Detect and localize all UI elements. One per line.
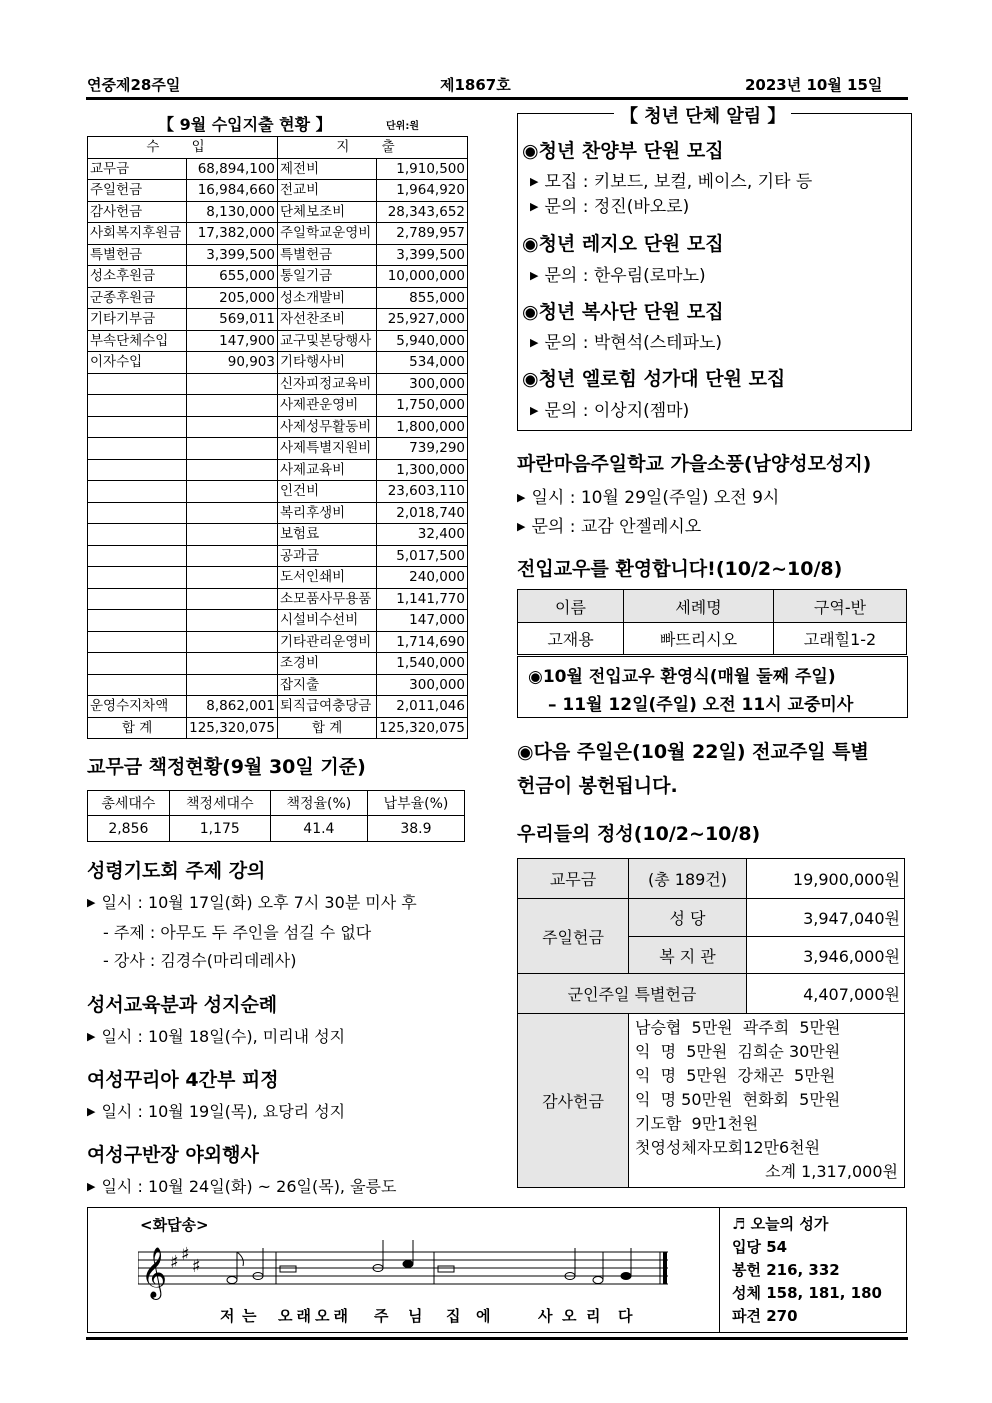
expense-item: 교구및본당행사 bbox=[278, 330, 377, 352]
hymn-communion: 성체 158, 181, 180 bbox=[732, 1284, 882, 1302]
offering-dues-label: 교무금 bbox=[518, 859, 629, 899]
income-amount: 16,984,660 bbox=[187, 180, 278, 202]
outing-date: 일시 : 10월 24일(화) ~ 26일(목), 울릉도 bbox=[101, 1177, 397, 1196]
youth-legio-contact: 문의 : 한우림(로마노) bbox=[544, 266, 706, 286]
expense-item: 신자피정교육비 bbox=[278, 373, 377, 395]
welcome-district: 고래힐1-2 bbox=[774, 623, 907, 655]
offering-church-row bbox=[518, 899, 905, 937]
hymn-offertory: 봉헌 216, 332 bbox=[732, 1261, 840, 1279]
welcome-row bbox=[518, 623, 907, 655]
sharp-icon: ♯ bbox=[192, 1256, 201, 1277]
finance-title: 【 9월 수입지출 현황 】 bbox=[158, 115, 332, 134]
expense-item: 단체보조비 bbox=[278, 201, 377, 223]
offering-church-amount: 3,947,040원 bbox=[747, 899, 905, 937]
finance-row bbox=[88, 567, 468, 589]
expense-amount: 2,011,046 bbox=[377, 696, 468, 718]
expense-amount: 1,540,000 bbox=[377, 653, 468, 675]
expense-amount: 1,714,690 bbox=[377, 631, 468, 653]
youth-elohim-title: ◉청년 엘로힘 성가대 단원 모집 bbox=[522, 368, 786, 390]
expense-item: 사제관운영비 bbox=[278, 395, 377, 417]
income-item: 감사헌금 bbox=[88, 201, 187, 223]
youth-altar-contact: 문의 : 박현석(스테파노) bbox=[544, 333, 723, 353]
welcome-note-2: – 11월 12일(주일) 오전 11시 교중미사 bbox=[548, 695, 854, 715]
bullet-icon: ▶ bbox=[517, 491, 526, 504]
dues-header: 총세대수 bbox=[88, 791, 170, 816]
expense-item: 사제교육비 bbox=[278, 459, 377, 481]
expense-amount: 240,000 bbox=[377, 567, 468, 589]
thanks-line: 남승협 5만원 곽주희 5만원 bbox=[635, 1018, 841, 1037]
income-item bbox=[88, 674, 187, 696]
expense-amount: 1,910,500 bbox=[377, 158, 468, 180]
income-amount: 90,903 bbox=[187, 352, 278, 374]
lyric-syllable: 저 bbox=[220, 1307, 235, 1325]
income-amount: 655,000 bbox=[187, 266, 278, 288]
youth-choir-line bbox=[530, 167, 812, 192]
offering-dues-count: (총 189건) bbox=[629, 859, 747, 899]
footer-rule bbox=[86, 1337, 908, 1340]
bullet-icon: ▶ bbox=[87, 1105, 96, 1118]
lecture-speaker: - 강사 : 김경수(마리데레사) bbox=[103, 951, 297, 970]
thanks-line: 익 명 5만원 김희순 30만원 bbox=[635, 1042, 841, 1061]
hymn-entrance: 입당 54 bbox=[732, 1238, 788, 1256]
picnic-contact: 문의 : 교감 안젤레시오 bbox=[531, 517, 702, 537]
expense-amount: 1,964,920 bbox=[377, 180, 468, 202]
income-item bbox=[88, 653, 187, 675]
income-item: 이자수입 bbox=[88, 352, 187, 374]
psalm-label: <화답송> bbox=[140, 1216, 209, 1234]
lyric-syllable: 오래오래 bbox=[278, 1307, 352, 1325]
expense-item: 시설비수선비 bbox=[278, 610, 377, 632]
youth-altar-title: ◉청년 복사단 단원 모집 bbox=[522, 301, 724, 323]
expense-item: 인건비 bbox=[278, 481, 377, 503]
income-amount: 68,894,100 bbox=[187, 158, 278, 180]
lyric-syllable: 주 bbox=[374, 1307, 389, 1325]
finance-row bbox=[88, 158, 468, 180]
dues-header: 책정세대수 bbox=[169, 791, 270, 816]
income-amount bbox=[187, 545, 278, 567]
expense-item: 기타행사비 bbox=[278, 352, 377, 374]
expense-item: 성소개발비 bbox=[278, 287, 377, 309]
expense-item: 통일기금 bbox=[278, 266, 377, 288]
offering-welfare-label: 복 지 관 bbox=[629, 937, 747, 974]
youth-choir-contact: 문의 : 정진(바오로) bbox=[544, 197, 690, 217]
income-item bbox=[88, 416, 187, 438]
welcome-header: 세례명 bbox=[624, 590, 774, 623]
expense-amount: 855,000 bbox=[377, 287, 468, 309]
bullet-icon: ▶ bbox=[530, 269, 539, 282]
finance-row bbox=[88, 244, 468, 266]
hymn-recessional: 파견 270 bbox=[732, 1307, 798, 1325]
welcome-baptismal: 빠뜨리시오 bbox=[624, 623, 774, 655]
thanks-line: 첫영성체자모회12만6천원 bbox=[635, 1138, 821, 1157]
expense-item: 특별헌금 bbox=[278, 244, 377, 266]
finance-row bbox=[88, 309, 468, 331]
expense-item: 주일학교운영비 bbox=[278, 223, 377, 245]
finance-unit: 단위:원 bbox=[386, 121, 419, 132]
expense-amount: 23,603,110 bbox=[377, 481, 468, 503]
income-amount bbox=[187, 631, 278, 653]
sharp-icon: ♯ bbox=[181, 1244, 190, 1265]
income-amount bbox=[187, 395, 278, 417]
expense-amount: 5,017,500 bbox=[377, 545, 468, 567]
income-amount bbox=[187, 653, 278, 675]
offering-thanks-row bbox=[518, 1014, 905, 1188]
finance-row bbox=[88, 631, 468, 653]
treble-clef-icon: 𝄞 bbox=[141, 1247, 168, 1298]
legio-title: 여성꾸리아 4간부 피정 bbox=[87, 1069, 279, 1091]
income-item bbox=[88, 524, 187, 546]
week-label: 연중제28주일 bbox=[87, 76, 181, 94]
lecture-line bbox=[87, 890, 417, 913]
finance-row bbox=[88, 201, 468, 223]
legio-date: 일시 : 10월 19일(목), 요당리 성지 bbox=[101, 1102, 346, 1121]
offering-dues-row bbox=[518, 859, 905, 899]
bullet-icon: ▶ bbox=[530, 200, 539, 213]
income-amount bbox=[187, 610, 278, 632]
psalm-divider bbox=[719, 1207, 720, 1332]
welcome-header-row bbox=[518, 590, 907, 623]
income-item bbox=[88, 588, 187, 610]
youth-choir-title: ◉청년 찬양부 단원 모집 bbox=[522, 140, 724, 162]
finance-row bbox=[88, 373, 468, 395]
income-amount bbox=[187, 481, 278, 503]
finance-row bbox=[88, 180, 468, 202]
income-item: 사회복지후원금 bbox=[88, 223, 187, 245]
youth-legio-title: ◉청년 레지오 단원 모집 bbox=[522, 233, 724, 255]
total-income-label: 합 계 bbox=[88, 717, 187, 739]
welcome-header: 구역-반 bbox=[774, 590, 907, 623]
income-amount: 3,399,500 bbox=[187, 244, 278, 266]
dues-header: 책정율(%) bbox=[270, 791, 367, 816]
lyric-syllable: 리 bbox=[586, 1307, 601, 1325]
finance-row bbox=[88, 696, 468, 718]
income-amount bbox=[187, 416, 278, 438]
income-item bbox=[88, 438, 187, 460]
finance-header-row bbox=[88, 137, 468, 159]
income-amount bbox=[187, 373, 278, 395]
expense-amount: 739,290 bbox=[377, 438, 468, 460]
psalm-staff bbox=[138, 1240, 678, 1300]
bullet-icon: ▶ bbox=[87, 1030, 96, 1043]
income-amount bbox=[187, 588, 278, 610]
outing-title: 여성구반장 야외행사 bbox=[87, 1144, 259, 1166]
offering-church-label: 성 당 bbox=[629, 899, 747, 937]
issue-date: 2023년 10월 15일 bbox=[745, 76, 883, 94]
expense-amount: 3,399,500 bbox=[377, 244, 468, 266]
pilgrim-title: 성서교육분과 성지순례 bbox=[87, 994, 278, 1016]
income-amount bbox=[187, 567, 278, 589]
expense-item: 소모품사무용품 bbox=[278, 588, 377, 610]
dues-value: 1,175 bbox=[169, 816, 270, 842]
income-item: 특별헌금 bbox=[88, 244, 187, 266]
finance-row bbox=[88, 674, 468, 696]
finance-row bbox=[88, 653, 468, 675]
expense-amount: 147,000 bbox=[377, 610, 468, 632]
finance-row bbox=[88, 502, 468, 524]
offering-sunday-label: 주일헌금 bbox=[518, 899, 629, 974]
finance-row bbox=[88, 395, 468, 417]
expense-amount: 25,927,000 bbox=[377, 309, 468, 331]
header-rule bbox=[86, 97, 908, 100]
sharp-icon: ♯ bbox=[170, 1252, 179, 1273]
income-item bbox=[88, 395, 187, 417]
bullet-icon: ▶ bbox=[530, 336, 539, 349]
income-item bbox=[88, 373, 187, 395]
income-amount bbox=[187, 674, 278, 696]
expense-amount: 1,750,000 bbox=[377, 395, 468, 417]
dues-header: 납부율(%) bbox=[367, 791, 464, 816]
finance-row bbox=[88, 459, 468, 481]
youth-legio-line bbox=[530, 261, 706, 286]
bullet-icon: ▶ bbox=[87, 896, 96, 909]
lyric-syllable: 님 bbox=[408, 1307, 423, 1325]
finance-row bbox=[88, 416, 468, 438]
income-amount bbox=[187, 438, 278, 460]
mission-line-2: 헌금이 봉헌됩니다. bbox=[517, 775, 678, 797]
income-item: 군종후원금 bbox=[88, 287, 187, 309]
expense-item: 사제성무활동비 bbox=[278, 416, 377, 438]
income-item bbox=[88, 631, 187, 653]
expense-item: 전교비 bbox=[278, 180, 377, 202]
dues-table bbox=[87, 790, 465, 842]
dues-value-row bbox=[88, 816, 465, 842]
expense-amount: 2,018,740 bbox=[377, 502, 468, 524]
finance-body bbox=[88, 158, 468, 717]
total-income: 125,320,075 bbox=[187, 717, 278, 739]
expense-amount: 5,940,000 bbox=[377, 330, 468, 352]
income-item: 기타기부금 bbox=[88, 309, 187, 331]
youth-elohim-contact: 문의 : 이상지(젬마) bbox=[544, 401, 690, 421]
youth-title: 【 청년 단체 알림 】 bbox=[614, 102, 791, 128]
expense-amount: 32,400 bbox=[377, 524, 468, 546]
income-item bbox=[88, 459, 187, 481]
expense-item: 도서인쇄비 bbox=[278, 567, 377, 589]
expense-amount: 300,000 bbox=[377, 674, 468, 696]
expense-item: 퇴직급여충당금 bbox=[278, 696, 377, 718]
income-amount: 17,382,000 bbox=[187, 223, 278, 245]
finance-row bbox=[88, 610, 468, 632]
hymns-title: ♬ 오늘의 성가 bbox=[732, 1215, 829, 1233]
dues-title: 교무금 책정현황(9월 30일 기준) bbox=[87, 756, 366, 778]
mission-line-1: ◉다음 주일은(10월 22일) 전교주일 특별 bbox=[517, 741, 869, 763]
offering-title: 우리들의 정성(10/2~10/8) bbox=[517, 823, 761, 845]
lyric-syllable: 에 bbox=[476, 1307, 491, 1325]
income-amount bbox=[187, 524, 278, 546]
lyric-syllable: 다 bbox=[618, 1307, 633, 1325]
lecture-topic: - 주제 : 아무도 두 주인을 섬길 수 없다 bbox=[103, 923, 372, 942]
finance-row bbox=[88, 287, 468, 309]
welcome-note-1: ◉10월 전입교우 환영식(매월 둘째 주일) bbox=[528, 667, 836, 687]
expense-item: 복리후생비 bbox=[278, 502, 377, 524]
dues-value: 41.4 bbox=[270, 816, 367, 842]
income-item: 성소후원금 bbox=[88, 266, 187, 288]
income-amount: 205,000 bbox=[187, 287, 278, 309]
outing-line bbox=[87, 1174, 396, 1197]
finance-row bbox=[88, 223, 468, 245]
lecture-title: 성령기도회 주제 강의 bbox=[87, 860, 266, 882]
offering-thanks-label: 감사헌금 bbox=[518, 1014, 629, 1188]
lecture-date: 일시 : 10월 17일(화) 오후 7시 30분 미사 후 bbox=[101, 893, 417, 912]
expense-header: 지 출 bbox=[278, 137, 468, 159]
income-item bbox=[88, 567, 187, 589]
finance-row bbox=[88, 524, 468, 546]
expense-amount: 2,789,957 bbox=[377, 223, 468, 245]
offering-military-amount: 4,407,000원 bbox=[747, 974, 905, 1014]
offering-dues-amount: 19,900,000원 bbox=[747, 859, 905, 899]
lyric-syllable: 는 bbox=[242, 1307, 257, 1325]
finance-row bbox=[88, 266, 468, 288]
expense-item: 기타관리운영비 bbox=[278, 631, 377, 653]
total-expense-label: 합 계 bbox=[278, 717, 377, 739]
expense-item: 공과금 bbox=[278, 545, 377, 567]
finance-table bbox=[87, 136, 468, 739]
expense-amount: 28,343,652 bbox=[377, 201, 468, 223]
picnic-date: 일시 : 10월 29일(주일) 오전 9시 bbox=[531, 488, 780, 508]
expense-amount: 1,800,000 bbox=[377, 416, 468, 438]
dues-header-row bbox=[88, 791, 465, 816]
legio-line bbox=[87, 1099, 345, 1122]
welcome-name: 고재용 bbox=[518, 623, 624, 655]
youth-choir-contact-line bbox=[530, 192, 689, 217]
finance-row bbox=[88, 438, 468, 460]
hymns-list bbox=[732, 1213, 882, 1328]
bullet-icon: ▶ bbox=[530, 175, 539, 188]
expense-amount: 300,000 bbox=[377, 373, 468, 395]
finance-total-row bbox=[88, 717, 468, 739]
lyric-syllable: 사 bbox=[538, 1307, 553, 1325]
expense-item: 사제특별지원비 bbox=[278, 438, 377, 460]
offering-welfare-amount: 3,946,000원 bbox=[747, 937, 905, 974]
income-item: 운영수지차액 bbox=[88, 696, 187, 718]
welcome-table bbox=[517, 589, 907, 655]
expense-item: 자선찬조비 bbox=[278, 309, 377, 331]
youth-elohim-line bbox=[530, 396, 689, 421]
total-expense: 125,320,075 bbox=[377, 717, 468, 739]
expense-amount: 1,300,000 bbox=[377, 459, 468, 481]
thanks-line: 익 명 5만원 강채곤 5만원 bbox=[635, 1066, 836, 1085]
income-item: 부속단체수입 bbox=[88, 330, 187, 352]
thanks-total: 소계 1,317,000원 bbox=[765, 1162, 898, 1181]
expense-amount: 1,141,770 bbox=[377, 588, 468, 610]
picnic-contact-line bbox=[517, 512, 701, 537]
lyric-syllable: 오 bbox=[562, 1307, 577, 1325]
expense-item: 제전비 bbox=[278, 158, 377, 180]
dues-value: 38.9 bbox=[367, 816, 464, 842]
income-item: 주일헌금 bbox=[88, 180, 187, 202]
income-amount bbox=[187, 459, 278, 481]
bullet-icon: ▶ bbox=[87, 1180, 96, 1193]
income-header: 수 입 bbox=[88, 137, 278, 159]
expense-item: 조경비 bbox=[278, 653, 377, 675]
expense-item: 보험료 bbox=[278, 524, 377, 546]
finance-row bbox=[88, 352, 468, 374]
dues-value: 2,856 bbox=[88, 816, 170, 842]
income-amount: 8,862,001 bbox=[187, 696, 278, 718]
finance-row bbox=[88, 545, 468, 567]
income-item bbox=[88, 502, 187, 524]
lyric-syllable: 집 bbox=[446, 1307, 461, 1325]
offering-thanks-list bbox=[629, 1014, 905, 1188]
picnic-date-line bbox=[517, 483, 779, 508]
income-item: 교무금 bbox=[88, 158, 187, 180]
welcome-title: 전입교우를 환영합니다!(10/2~10/8) bbox=[517, 558, 843, 580]
bullet-icon: ▶ bbox=[530, 404, 539, 417]
welcome-header: 이름 bbox=[518, 590, 624, 623]
income-item bbox=[88, 545, 187, 567]
issue-number: 제1867호 bbox=[440, 76, 511, 94]
offering-table bbox=[517, 858, 905, 1188]
pilgrim-line bbox=[87, 1024, 345, 1047]
offering-military-label: 군인주일 특별헌금 bbox=[518, 974, 747, 1014]
pilgrim-date: 일시 : 10월 18일(수), 미리내 성지 bbox=[101, 1027, 346, 1046]
thanks-line: 익 명 50만원 현화회 5만원 bbox=[635, 1090, 841, 1109]
income-amount: 8,130,000 bbox=[187, 201, 278, 223]
income-item bbox=[88, 481, 187, 503]
youth-choir-recruit: 모집 : 키보드, 보컬, 베이스, 기타 등 bbox=[544, 172, 813, 192]
expense-item: 잡지출 bbox=[278, 674, 377, 696]
income-amount: 147,900 bbox=[187, 330, 278, 352]
offering-military-row bbox=[518, 974, 905, 1014]
income-amount: 569,011 bbox=[187, 309, 278, 331]
expense-amount: 534,000 bbox=[377, 352, 468, 374]
youth-altar-line bbox=[530, 328, 722, 353]
finance-row bbox=[88, 481, 468, 503]
expense-amount: 10,000,000 bbox=[377, 266, 468, 288]
finance-row bbox=[88, 330, 468, 352]
income-amount bbox=[187, 502, 278, 524]
finance-row bbox=[88, 588, 468, 610]
picnic-title: 파란마음주일학교 가을소풍(남양성모성지) bbox=[517, 453, 872, 475]
income-item bbox=[88, 610, 187, 632]
thanks-line: 기도함 9만1천원 bbox=[635, 1114, 759, 1133]
bullet-icon: ▶ bbox=[517, 520, 526, 533]
